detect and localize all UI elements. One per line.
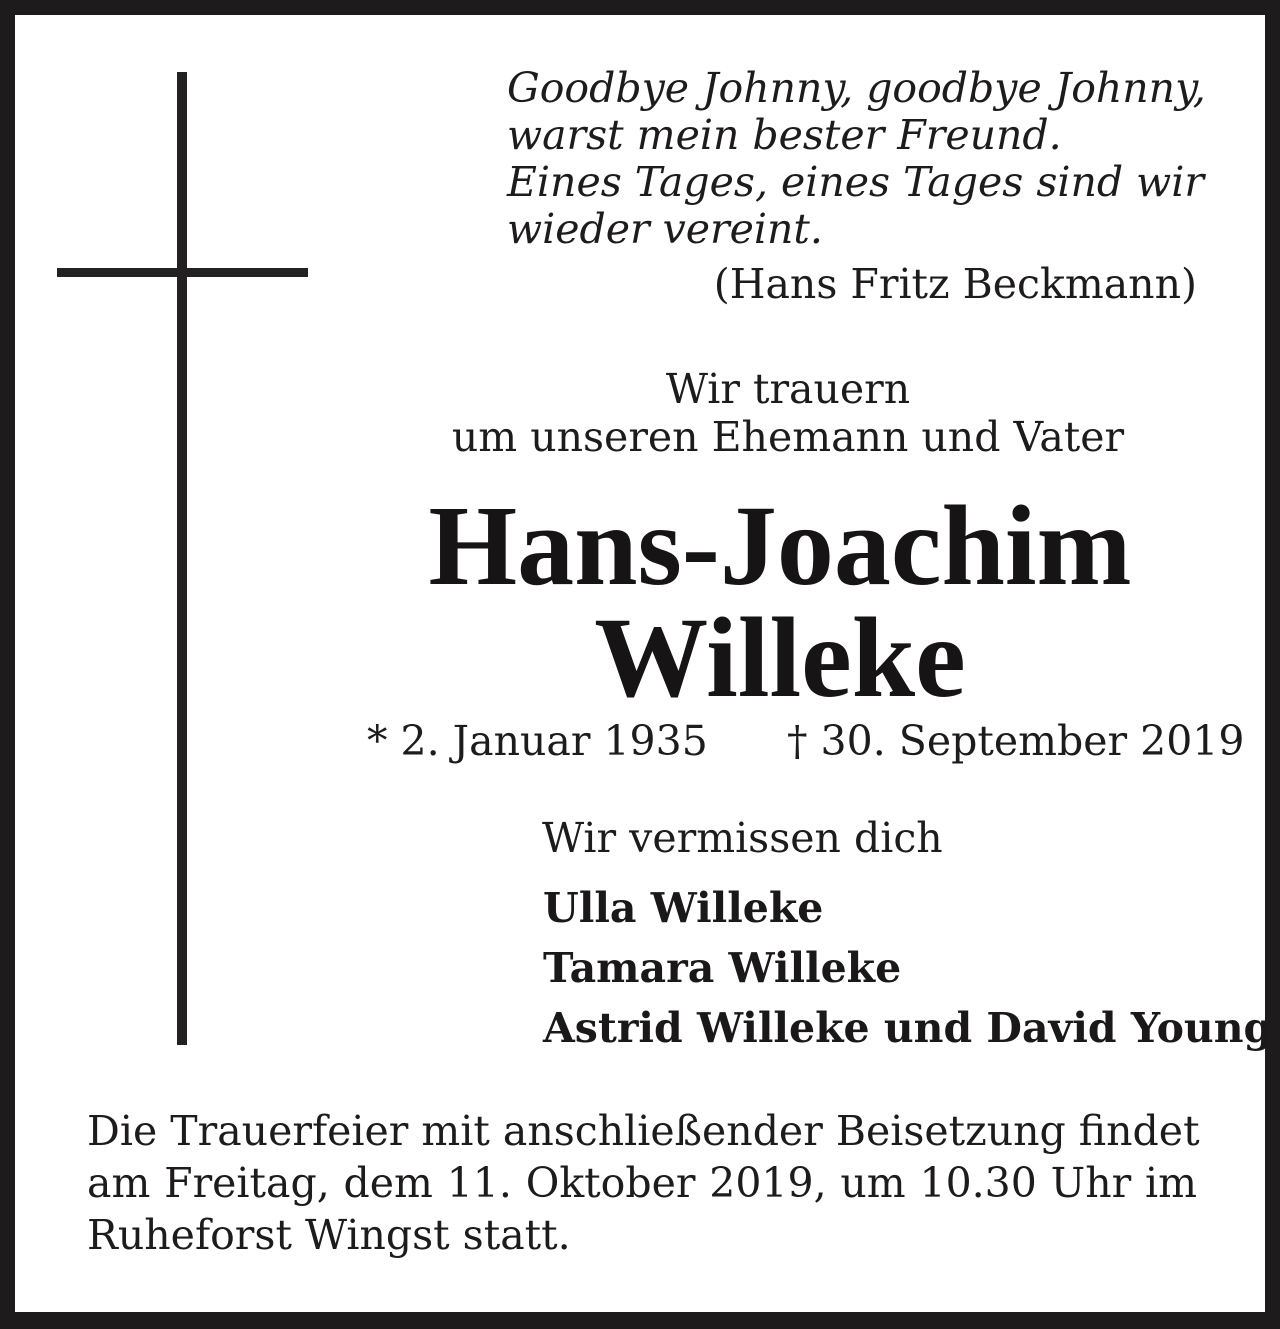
mourning-intro [288, 365, 1280, 461]
quote-attribution: (Hans Fritz Beckmann) [713, 260, 1197, 308]
death-date: † 30. September 2019 [787, 717, 1245, 765]
mourners-list [543, 878, 1272, 1058]
quote-line: Eines Tages, eines Tages sind wir [507, 158, 1204, 206]
deceased-last-name: Willeke [594, 594, 966, 721]
mourner-name: Ulla Willeke [543, 884, 824, 932]
funeral-info-line: am Freitag, dem 11. Oktober 2019, um 10.30 Uhr im [87, 1159, 1197, 1207]
birth-date: * 2. Januar 1935 [367, 717, 708, 765]
mourner-name: Astrid Willeke und David Young [543, 1004, 1273, 1052]
farewell-line: Wir vermissen dich [542, 814, 943, 862]
deceased-first-name: Hans-Joachim [428, 482, 1132, 609]
funeral-info-line: Ruheforst Wingst statt. [87, 1211, 571, 1259]
mourner-name: Tamara Willeke [543, 944, 902, 992]
mourning-intro-line: Wir trauern [665, 365, 911, 413]
epigraph-quote [507, 65, 1206, 253]
quote-line: Goodbye Johnny, goodbye Johnny, [507, 64, 1206, 112]
memorial-cross-vertical-bar [177, 72, 187, 1045]
funeral-info [87, 1105, 1200, 1261]
deceased-name [280, 482, 1280, 721]
memorial-cross-horizontal-bar [57, 268, 308, 277]
quote-line: wieder vereint. [507, 205, 823, 253]
quote-line: warst mein bester Freund. [507, 111, 1062, 159]
funeral-info-line: Die Trauerfeier mit anschließender Beisetzung findet [87, 1107, 1200, 1155]
mourning-intro-line: um unseren Ehemann und Vater [451, 413, 1125, 461]
